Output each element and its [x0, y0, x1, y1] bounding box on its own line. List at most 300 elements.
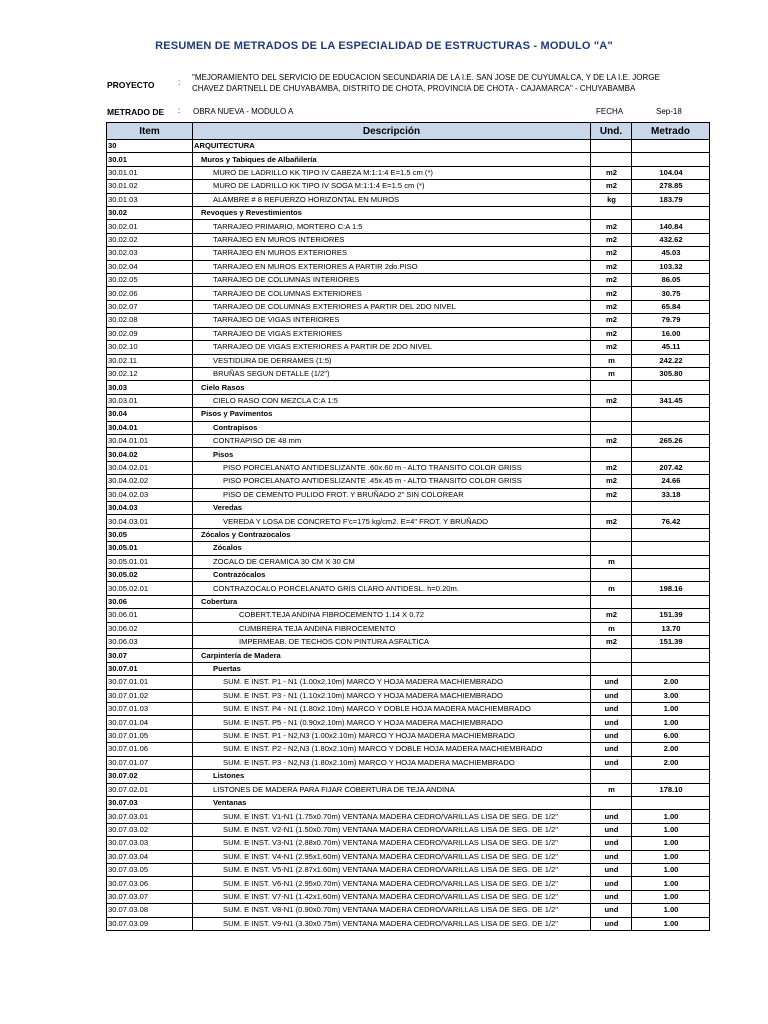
row-metrado: [632, 381, 710, 394]
row-description: Carpintería de Madera: [193, 649, 591, 662]
row-metrado: [632, 555, 710, 568]
row-item-code: 30.07.03.03: [107, 837, 193, 850]
row-unit: und: [591, 823, 632, 836]
row-description: SUM. E INST. V7-N1 (1.42x1.60m) VENTANA MADERA CEDRO/VARILLAS LISA DE SEG. DE 1/2": [193, 890, 591, 903]
row-description: Zócalos y Contrazocalos: [193, 528, 591, 541]
row-item-code: 30.05: [107, 528, 193, 541]
table-row: [107, 703, 710, 716]
table-section-row: [107, 528, 710, 541]
row-unit: m2: [591, 636, 632, 649]
table-row: [107, 193, 710, 206]
row-unit: und: [591, 689, 632, 702]
row-metrado: 242.22: [632, 354, 710, 367]
row-item-code: 30.02: [107, 207, 193, 220]
row-unit: und: [591, 837, 632, 850]
row-description: SUM. E INST. V5-N1 (2.87x1.60m) VENTANA MADERA CEDRO/VARILLAS LISA DE SEG. DE 1/2": [193, 863, 591, 876]
row-description: SUM. E INST. P1 - N1 (1.00x2.10m) MARCO Y HOJA MADERA MACHIEMBRADO: [193, 676, 591, 689]
row-item-code: 30.07.03.07: [107, 890, 193, 903]
row-unit: [591, 770, 632, 783]
row-unit: m: [591, 582, 632, 595]
row-item-code: 30.02.02: [107, 233, 193, 246]
table-row: [107, 166, 710, 179]
table-section-row: [107, 501, 710, 514]
row-description: ARQUITECTURA: [193, 140, 591, 153]
table-row: [107, 354, 710, 367]
table-row: [107, 341, 710, 354]
col-header-metrado: Metrado: [632, 123, 710, 140]
row-unit: und: [591, 917, 632, 930]
row-description: TARRAJEO DE COLUMNAS EXTERIORES: [193, 287, 591, 300]
document-title: RESUMEN DE METRADOS DE LA ESPECIALIDAD DE ESTRUCTURAS - MODULO "A": [155, 40, 613, 52]
row-metrado: [632, 542, 710, 555]
row-description: SUM. E INST. P5 - N1 (0.90x2.10m) MARCO Y HOJA MADERA MACHIEMBRADO: [193, 716, 591, 729]
row-item-code: 30.07.03.04: [107, 850, 193, 863]
row-description: PISO PORCELANATO ANTIDESLIZANTE .45x.45 m - ALTO TRANSITO COLOR GRISS: [193, 475, 591, 488]
row-unit: [591, 528, 632, 541]
table-row: [107, 233, 710, 246]
row-item-code: 30.07.03.09: [107, 917, 193, 930]
row-metrado: [632, 770, 710, 783]
row-item-code: 30.02.09: [107, 327, 193, 340]
row-item-code: 30.02.06: [107, 287, 193, 300]
table-header-row: [107, 123, 710, 140]
table-row: [107, 756, 710, 769]
row-metrado: 151.39: [632, 636, 710, 649]
table-section-row: [107, 207, 710, 220]
row-item-code: 30.01.02: [107, 180, 193, 193]
row-unit: und: [591, 904, 632, 917]
row-unit: und: [591, 890, 632, 903]
row-item-code: 30.01: [107, 153, 193, 166]
row-description: TARRAJEO DE VIGAS EXTERIORES: [193, 327, 591, 340]
row-unit: m2: [591, 247, 632, 260]
row-description: Revoques y Revestimientos: [193, 207, 591, 220]
row-metrado: 86.05: [632, 274, 710, 287]
table-row: [107, 314, 710, 327]
row-item-code: 30.07.01.07: [107, 756, 193, 769]
row-description: CUMBRERA TEJA ANDINA FIBROCEMENTO: [193, 622, 591, 635]
row-item-code: 30.02.03: [107, 247, 193, 260]
row-unit: m: [591, 354, 632, 367]
row-metrado: [632, 569, 710, 582]
table-section-row: [107, 421, 710, 434]
row-description: PISO DE CEMENTO PULIDO FROT. Y BRUÑADO 2" SIN COLOREAR: [193, 488, 591, 501]
row-item-code: 30.01.01: [107, 166, 193, 179]
table-row: [107, 877, 710, 890]
row-metrado: 2.00: [632, 676, 710, 689]
row-item-code: 30.07.01.02: [107, 689, 193, 702]
row-unit: m: [591, 622, 632, 635]
row-item-code: 30.06.03: [107, 636, 193, 649]
row-metrado: [632, 448, 710, 461]
row-item-code: 30.05.01.01: [107, 555, 193, 568]
row-unit: und: [591, 877, 632, 890]
row-item-code: 30.07.01.01: [107, 676, 193, 689]
row-item-code: 30.05.01: [107, 542, 193, 555]
row-description: Cielo Rasos: [193, 381, 591, 394]
row-unit: kg: [591, 193, 632, 206]
table-section-row: [107, 662, 710, 675]
table-section-row: [107, 649, 710, 662]
row-item-code: 30.05.02: [107, 569, 193, 582]
table-row: [107, 837, 710, 850]
table-row: [107, 287, 710, 300]
table-row: [107, 367, 710, 380]
row-item-code: 30.06.01: [107, 609, 193, 622]
row-item-code: 30.01.03: [107, 193, 193, 206]
row-item-code: 30.02.05: [107, 274, 193, 287]
row-metrado: 30.75: [632, 287, 710, 300]
table-section-row: [107, 153, 710, 166]
proyecto-label: PROYECTO: [107, 80, 155, 90]
row-item-code: 30.07.03.02: [107, 823, 193, 836]
row-unit: m2: [591, 515, 632, 528]
row-item-code: 30.05.02.01: [107, 582, 193, 595]
row-description: CONTRAPISO DE 48 mm: [193, 434, 591, 447]
row-description: TARRAJEO PRIMARIO, MORTERO C:A 1:5: [193, 220, 591, 233]
row-description: TARRAJEO DE COLUMNAS INTERIORES: [193, 274, 591, 287]
row-unit: [591, 662, 632, 675]
row-unit: und: [591, 863, 632, 876]
row-metrado: 341.45: [632, 394, 710, 407]
row-item-code: 30.04.02.02: [107, 475, 193, 488]
table-row: [107, 434, 710, 447]
row-item-code: 30.07: [107, 649, 193, 662]
table-row: [107, 850, 710, 863]
row-unit: [591, 595, 632, 608]
row-metrado: 45.03: [632, 247, 710, 260]
row-description: COBERT.TEJA ANDINA FIBROCEMENTO 1.14 X 0.72: [193, 609, 591, 622]
row-description: SUM. E INST. V2-N1 (1.50x0.70m) VENTANA MADERA CEDRO/VARILLAS LISA DE SEG. DE 1/2": [193, 823, 591, 836]
row-description: CONTRAZOCALO PORCELANATO GRIS CLARO ANTIDESL. h=0.20m.: [193, 582, 591, 595]
row-metrado: [632, 595, 710, 608]
row-metrado: 45.11: [632, 341, 710, 354]
table-row: [107, 180, 710, 193]
row-item-code: 30.07.02: [107, 770, 193, 783]
row-item-code: 30.04.03: [107, 501, 193, 514]
row-metrado: 1.00: [632, 877, 710, 890]
table-row: [107, 260, 710, 273]
proyecto-colon: :: [178, 78, 181, 87]
row-metrado: 1.00: [632, 904, 710, 917]
row-item-code: 30.02.07: [107, 300, 193, 313]
row-metrado: 278.85: [632, 180, 710, 193]
table-body: [107, 140, 710, 931]
table-row: [107, 743, 710, 756]
row-description: SUM. E INST. P3 - N2,N3 (1.80x2.10m) MARCO Y HOJA MADERA MACHIEMBRADO: [193, 756, 591, 769]
table-row: [107, 247, 710, 260]
row-description: SUM. E INST. P1 - N2,N3 (1.00x2.10m) MARCO Y HOJA MADERA MACHIEMBRADO: [193, 729, 591, 742]
table-section-row: [107, 796, 710, 809]
row-item-code: 30.02.10: [107, 341, 193, 354]
table-row: [107, 220, 710, 233]
row-unit: m2: [591, 461, 632, 474]
row-item-code: 30.04.02.01: [107, 461, 193, 474]
row-metrado: 432.62: [632, 233, 710, 246]
row-item-code: 30.07.01.04: [107, 716, 193, 729]
row-description: TARRAJEO DE VIGAS INTERIORES: [193, 314, 591, 327]
row-item-code: 30.07.01.03: [107, 703, 193, 716]
row-metrado: 103.32: [632, 260, 710, 273]
row-description: TARRAJEO EN MUROS EXTERIORES: [193, 247, 591, 260]
row-unit: m2: [591, 220, 632, 233]
row-unit: m2: [591, 475, 632, 488]
row-unit: m2: [591, 274, 632, 287]
row-unit: und: [591, 729, 632, 742]
row-unit: und: [591, 743, 632, 756]
table-row: [107, 904, 710, 917]
row-unit: m2: [591, 434, 632, 447]
proyecto-value-line1: "MEJORAMIENTO DEL SERVICIO DE EDUCACION SECUNDARIA DE LA I.E. SAN JOSE DE CUYUMALCA, Y DE LA I.E. JORGE: [192, 73, 660, 82]
row-description: BRUÑAS SEGUN DETALLE (1/2"): [193, 367, 591, 380]
col-header-item: Item: [107, 123, 193, 140]
table-section-row: [107, 448, 710, 461]
row-item-code: 30.07.01.06: [107, 743, 193, 756]
metrado-label: METRADO DE: [107, 107, 165, 117]
row-description: CIELO RASO CON MEZCLA C:A 1:5: [193, 394, 591, 407]
row-unit: und: [591, 756, 632, 769]
row-metrado: 1.00: [632, 837, 710, 850]
table-section-row: [107, 381, 710, 394]
row-item-code: 30.04.03.01: [107, 515, 193, 528]
row-metrado: [632, 408, 710, 421]
row-description: Contrapisos: [193, 421, 591, 434]
row-item-code: 30.06.02: [107, 622, 193, 635]
row-unit: m2: [591, 341, 632, 354]
row-metrado: 65.84: [632, 300, 710, 313]
row-metrado: 1.00: [632, 863, 710, 876]
row-metrado: [632, 796, 710, 809]
row-description: SUM. E INST. P3 - N1 (1.10x2.10m) MARCO Y HOJA MADERA MACHIEMBRADO: [193, 689, 591, 702]
row-description: Pisos y Pavimentos: [193, 408, 591, 421]
table-row: [107, 515, 710, 528]
fecha-value: Sep-18: [656, 107, 682, 116]
row-unit: [591, 448, 632, 461]
metrado-colon: :: [178, 106, 181, 115]
row-description: SUM. E INST. V4-N1 (2.95x1.60m) VENTANA MADERA CEDRO/VARILLAS LISA DE SEG. DE 1/2": [193, 850, 591, 863]
table-row: [107, 823, 710, 836]
row-item-code: 30.03: [107, 381, 193, 394]
row-metrado: 265.26: [632, 434, 710, 447]
row-unit: und: [591, 703, 632, 716]
row-unit: m2: [591, 166, 632, 179]
row-item-code: 30.04.02.03: [107, 488, 193, 501]
row-item-code: 30.04.01: [107, 421, 193, 434]
table-section-row: [107, 542, 710, 555]
row-description: MURO DE LADRILLO KK TIPO IV CABEZA M:1:1:4 E=1.5 cm (*): [193, 166, 591, 179]
row-metrado: [632, 207, 710, 220]
row-unit: m2: [591, 180, 632, 193]
row-description: Muros y Tabiques de Albañilería: [193, 153, 591, 166]
table-row: [107, 300, 710, 313]
row-description: SUM. E INST. V6-N1 (2.95x0.70m) VENTANA MADERA CEDRO/VARILLAS LISA DE SEG. DE 1/2": [193, 877, 591, 890]
row-metrado: [632, 662, 710, 675]
row-description: SUM. E INST. V8-N1 (0.90x0.70m) VENTANA MADERA CEDRO/VARILLAS LISA DE SEG. DE 1/2": [193, 904, 591, 917]
row-unit: m2: [591, 300, 632, 313]
table-section-row: [107, 595, 710, 608]
table-row: [107, 729, 710, 742]
row-metrado: 104.04: [632, 166, 710, 179]
row-unit: und: [591, 676, 632, 689]
row-description: Veredas: [193, 501, 591, 514]
row-description: Puertas: [193, 662, 591, 675]
row-unit: und: [591, 716, 632, 729]
table-row: [107, 582, 710, 595]
row-metrado: 198.16: [632, 582, 710, 595]
row-metrado: 207.42: [632, 461, 710, 474]
row-description: SUM. E INST. V3-N1 (2.88x0.70m) VENTANA MADERA CEDRO/VARILLAS LISA DE SEG. DE 1/2": [193, 837, 591, 850]
row-unit: [591, 421, 632, 434]
table-row: [107, 689, 710, 702]
row-metrado: 3.00: [632, 689, 710, 702]
row-item-code: 30.02.01: [107, 220, 193, 233]
row-description: LISTONES DE MADERA PARA FIJAR COBERTURA DE TEJA ANDINA: [193, 783, 591, 796]
col-header-descripcion: Descripción: [193, 123, 591, 140]
row-metrado: [632, 501, 710, 514]
row-metrado: 1.00: [632, 850, 710, 863]
table-row: [107, 274, 710, 287]
row-unit: m2: [591, 488, 632, 501]
table-section-row: [107, 770, 710, 783]
row-description: TARRAJEO DE COLUMNAS EXTERIORES A PARTIR DEL 2DO NIVEL: [193, 300, 591, 313]
row-metrado: 79.79: [632, 314, 710, 327]
row-metrado: [632, 153, 710, 166]
table-row: [107, 863, 710, 876]
table-section-row: [107, 408, 710, 421]
table-row: [107, 488, 710, 501]
row-description: SUM. E INST. V1-N1 (1.75x0.70m) VENTANA MADERA CEDRO/VARILLAS LISA DE SEG. DE 1/2": [193, 810, 591, 823]
row-metrado: 1.00: [632, 917, 710, 930]
row-description: TARRAJEO EN MUROS EXTERIORES A PARTIR 2do.PISO: [193, 260, 591, 273]
row-unit: [591, 796, 632, 809]
row-description: Cobertura: [193, 595, 591, 608]
row-unit: m: [591, 555, 632, 568]
table-row: [107, 810, 710, 823]
row-item-code: 30.07.03: [107, 796, 193, 809]
row-unit: m2: [591, 327, 632, 340]
row-description: ALAMBRE # 8 REFUERZO HORIZONTAL EN MUROS: [193, 193, 591, 206]
row-metrado: [632, 140, 710, 153]
row-unit: m2: [591, 314, 632, 327]
row-description: SUM. E INST. V9-N1 (3.30x0.75m) VENTANA MADERA CEDRO/VARILLAS LISA DE SEG. DE 1/2": [193, 917, 591, 930]
row-unit: [591, 153, 632, 166]
row-unit: m2: [591, 609, 632, 622]
row-unit: [591, 501, 632, 514]
row-item-code: 30.03.01: [107, 394, 193, 407]
row-description: Zócalos: [193, 542, 591, 555]
row-metrado: 1.00: [632, 703, 710, 716]
row-description: SUM. E INST. P4 - N1 (1.80x2.10m) MARCO Y DOBLE HOJA MADERA MACHIEMBRADO: [193, 703, 591, 716]
table-row: [107, 555, 710, 568]
row-metrado: 2.00: [632, 743, 710, 756]
row-unit: m: [591, 783, 632, 796]
table-row: [107, 716, 710, 729]
row-description: IMPERMEAB. DE TECHOS CON PINTURA ASFALTICA: [193, 636, 591, 649]
row-unit: und: [591, 810, 632, 823]
row-description: MURO DE LADRILLO KK TIPO IV SOGA M:1:1:4 E=1.5 cm (*): [193, 180, 591, 193]
row-unit: m2: [591, 233, 632, 246]
row-item-code: 30.02.04: [107, 260, 193, 273]
row-item-code: 30.07.03.05: [107, 863, 193, 876]
row-item-code: 30.02.12: [107, 367, 193, 380]
table-row: [107, 622, 710, 635]
row-unit: m: [591, 367, 632, 380]
row-metrado: 140.84: [632, 220, 710, 233]
row-unit: [591, 408, 632, 421]
row-unit: [591, 381, 632, 394]
row-item-code: 30.06: [107, 595, 193, 608]
metrado-value: OBRA NUEVA - MODULO A: [193, 107, 294, 116]
row-item-code: 30: [107, 140, 193, 153]
table-section-row: [107, 140, 710, 153]
row-description: Listones: [193, 770, 591, 783]
row-item-code: 30.07.01: [107, 662, 193, 675]
table-row: [107, 461, 710, 474]
row-unit: m2: [591, 287, 632, 300]
table-row: [107, 327, 710, 340]
row-metrado: 16.00: [632, 327, 710, 340]
table-row: [107, 636, 710, 649]
row-item-code: 30.07.03.06: [107, 877, 193, 890]
table-row: [107, 676, 710, 689]
row-metrado: 33.18: [632, 488, 710, 501]
row-metrado: 1.00: [632, 890, 710, 903]
row-metrado: 76.42: [632, 515, 710, 528]
row-description: SUM. E INST. P2 - N2,N3 (1.80x2.10m) MARCO Y DOBLE HOJA MADERA MACHIEMBRADO: [193, 743, 591, 756]
table-row: [107, 783, 710, 796]
row-metrado: [632, 528, 710, 541]
row-metrado: 1.00: [632, 823, 710, 836]
row-item-code: 30.04: [107, 408, 193, 421]
row-metrado: 2.00: [632, 756, 710, 769]
row-metrado: 1.00: [632, 810, 710, 823]
row-item-code: 30.04.01.01: [107, 434, 193, 447]
row-unit: [591, 542, 632, 555]
fecha-label: FECHA: [596, 107, 624, 116]
row-item-code: 30.07.02.01: [107, 783, 193, 796]
table-row: [107, 609, 710, 622]
table-section-row: [107, 569, 710, 582]
row-description: VESTIDURA DE DERRAMES (1:5): [193, 354, 591, 367]
table-row: [107, 394, 710, 407]
row-item-code: 30.04.02: [107, 448, 193, 461]
row-metrado: 305.80: [632, 367, 710, 380]
row-unit: [591, 569, 632, 582]
row-description: VEREDA Y LOSA DE CONCRETO F'c=175 kg/cm2. E=4" FROT. Y BRUÑADO: [193, 515, 591, 528]
row-unit: m2: [591, 260, 632, 273]
row-unit: [591, 649, 632, 662]
table-row: [107, 917, 710, 930]
row-item-code: 30.07.03.08: [107, 904, 193, 917]
row-description: Pisos: [193, 448, 591, 461]
col-header-und: Und.: [591, 123, 632, 140]
metrados-table: [106, 122, 710, 931]
row-metrado: [632, 421, 710, 434]
row-item-code: 30.02.08: [107, 314, 193, 327]
table-row: [107, 890, 710, 903]
row-item-code: 30.02.11: [107, 354, 193, 367]
row-metrado: 24.66: [632, 475, 710, 488]
table-row: [107, 475, 710, 488]
row-unit: [591, 140, 632, 153]
row-description: PISO PORCELANATO ANTIDESLIZANTE .60x.60 m - ALTO TRANSITO COLOR GRISS: [193, 461, 591, 474]
row-item-code: 30.07.03.01: [107, 810, 193, 823]
row-unit: m2: [591, 394, 632, 407]
proyecto-value-line2: CHAVEZ DARTNELL DE CHUYABAMBA, DISTRITO DE CHOTA, PROVINCIA DE CHOTA - CAJAMARCA" - CHUYABAMBA: [192, 84, 636, 93]
row-description: TARRAJEO EN MUROS INTERIORES: [193, 233, 591, 246]
row-metrado: [632, 649, 710, 662]
row-metrado: 13.70: [632, 622, 710, 635]
